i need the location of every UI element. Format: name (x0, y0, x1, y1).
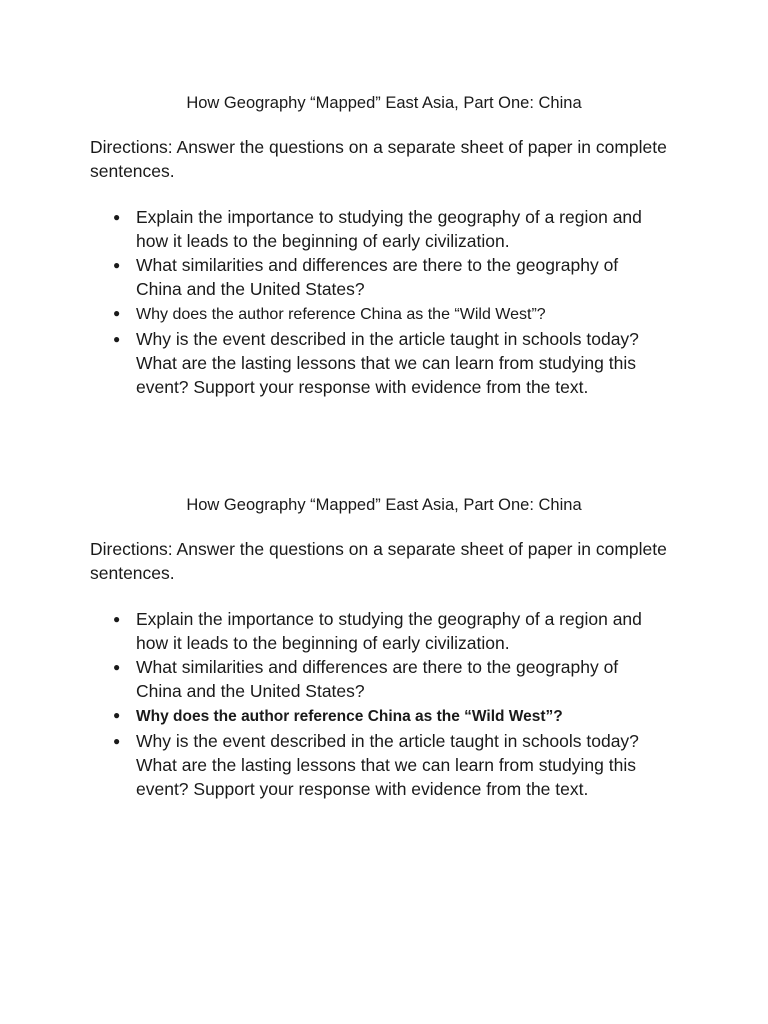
bullet-icon: ● (113, 306, 121, 320)
bullet-icon: ● (113, 258, 121, 272)
bullet-icon: ● (113, 708, 121, 722)
bullet-icon: ● (113, 612, 121, 626)
question-text: Why is the event described in the article taught in schools today? What are the lasting lessons that we can learn from studying this event? Support your response with evidence from the text. (136, 731, 639, 799)
question-text: Explain the importance to studying the geography of a region and how it leads to the beginning of early civilization. (136, 207, 642, 251)
question-item (90, 205, 656, 253)
question-item (90, 729, 656, 801)
question-item (90, 655, 656, 703)
question-item (90, 253, 656, 301)
worksheet-section-2 (90, 494, 690, 801)
question-text: Explain the importance to studying the geography of a region and how it leads to the beginning of early civilization. (136, 609, 642, 653)
question-text: Why is the event described in the article taught in schools today? What are the lasting lessons that we can learn from studying this event? Support your response with evidence from the text. (136, 329, 639, 397)
directions-text: Directions: Answer the questions on a separate sheet of paper in complete sentences. (90, 539, 667, 583)
worksheet-title: How Geography “Mapped” East Asia, Part One: China (186, 496, 582, 514)
bullet-icon: ● (113, 210, 121, 224)
question-list (90, 205, 690, 399)
worksheet-section-1 (90, 92, 690, 399)
question-item (90, 327, 656, 399)
question-text: What similarities and differences are there to the geography of China and the United States? (136, 255, 619, 299)
worksheet-title: How Geography “Mapped” East Asia, Part One: China (186, 94, 582, 112)
question-item (90, 301, 656, 327)
bullet-icon: ● (113, 734, 121, 748)
question-list (90, 607, 690, 801)
question-text: Why does the author reference China as the “Wild West”? (136, 708, 563, 725)
question-item (90, 703, 656, 729)
question-text: Why does the author reference China as the “Wild West”? (136, 306, 546, 323)
bullet-icon: ● (113, 332, 121, 346)
directions-text: Directions: Answer the questions on a separate sheet of paper in complete sentences. (90, 137, 667, 181)
question-text: What similarities and differences are there to the geography of China and the United States? (136, 657, 619, 701)
bullet-icon: ● (113, 660, 121, 674)
question-item (90, 607, 656, 655)
